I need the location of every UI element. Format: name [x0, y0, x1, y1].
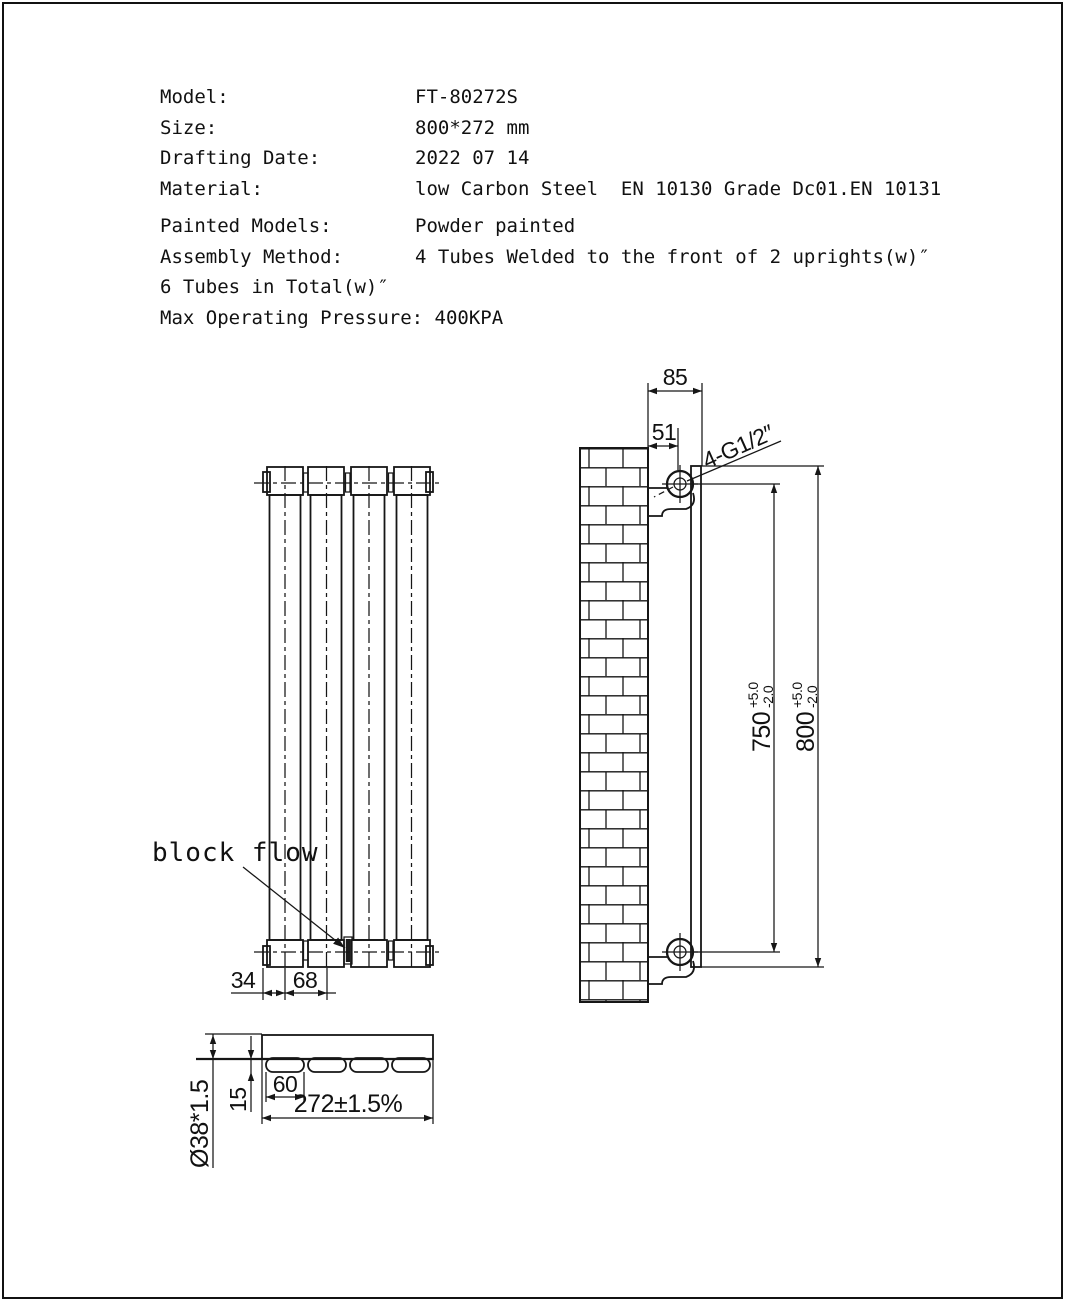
dim-800-value: 800	[792, 711, 820, 752]
spec-label: Material:	[160, 178, 263, 200]
spec-value: 4 Tubes Welded to the front of 2 uprights(w)″	[415, 246, 930, 268]
dim-750-tol-minus: -2.0	[760, 685, 776, 708]
spec-label: Size:	[160, 117, 218, 139]
brick-wall	[580, 448, 648, 1002]
dim-800-tol-plus: +5.0	[789, 682, 805, 708]
spec-value: FT-80272S	[415, 86, 518, 108]
dim-34: 34	[230, 967, 256, 993]
spec-value: 6 Tubes in Total(w)″	[160, 276, 389, 298]
dim-800-tol-minus: -2.0	[804, 685, 820, 708]
radiator-side-profile	[691, 466, 701, 967]
spec-label: Painted Models:	[160, 215, 332, 237]
dim-15-group	[225, 1036, 254, 1112]
section-view	[186, 1034, 433, 1168]
spec-label: Model:	[160, 86, 229, 108]
dim-15: 15	[225, 1087, 251, 1112]
side-view	[580, 364, 824, 1002]
spec-label: Drafting Date:	[160, 147, 321, 169]
dim-60: 60	[272, 1071, 298, 1097]
dim-750-tol-plus: +5.0	[745, 682, 761, 708]
front-view-dimensions	[231, 967, 336, 1000]
front-view	[152, 466, 441, 1000]
upright-section	[262, 1035, 433, 1059]
height-dimensions	[694, 466, 824, 967]
dim-51: 51	[651, 419, 677, 445]
dim-diameter-group	[186, 1034, 216, 1168]
dim-51-group	[648, 419, 678, 470]
dim-800	[789, 682, 820, 752]
dim-85: 85	[662, 364, 688, 390]
block-flow-leader	[243, 867, 345, 948]
center-lines	[254, 466, 441, 967]
dim-85-group	[648, 364, 702, 466]
dim-diameter: Ø38*1.5	[186, 1079, 214, 1168]
block-flow-label: block flow	[152, 838, 319, 868]
spec-value: Powder painted	[415, 215, 576, 237]
dim-750-value: 750	[748, 711, 776, 752]
dim-750	[745, 682, 776, 752]
spec-value: 800*272 mm	[415, 117, 530, 139]
spec-value: low Carbon Steel EN 10130 Grade Dc01.EN 10131	[415, 178, 942, 200]
thread-label: 4-G1/2″	[698, 419, 778, 474]
dim-272: 272±1.5%	[293, 1090, 403, 1118]
dim-68: 68	[292, 967, 318, 993]
spec-value: 2022 07 14	[415, 147, 530, 169]
spec-value: Max Operating Pressure: 400KPA	[160, 307, 504, 329]
spec-label: Assembly Method:	[160, 246, 344, 268]
